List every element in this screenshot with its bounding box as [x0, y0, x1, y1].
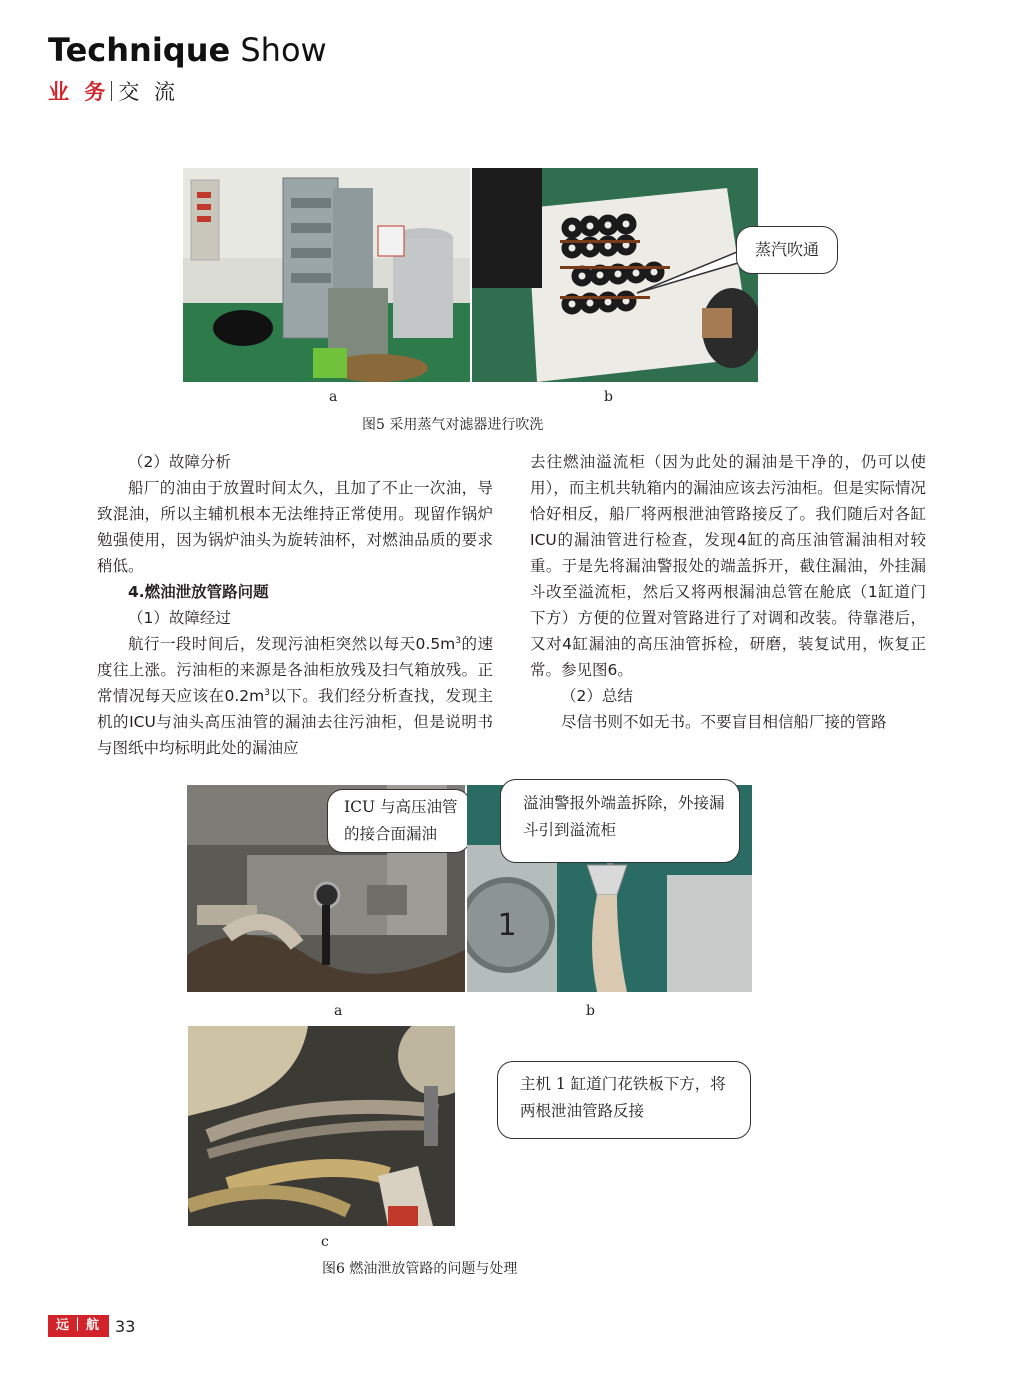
section-red: 业 务: [48, 80, 110, 104]
right-p2: （2）总结: [561, 687, 633, 705]
callout-steam-blow: 蒸汽吹通: [736, 226, 838, 274]
page-footer: [48, 1315, 135, 1337]
left-p2: 船厂的油由于放置时间太久，且加了不止一次油，导致混油，所以主辅机根本无法维持正常使用。现留作锅炉勉强使用，因为锅炉油头为旋转油杯，对燃油品质的要求稍低。: [97, 479, 493, 575]
callout-reverse-pipes: 主机 1 缸道门花铁板下方，将两根泄油管路反接: [497, 1061, 751, 1139]
figure6-caption: 图6 燃油泄放管路的问题与处理: [322, 1261, 518, 1277]
section-heading: [48, 78, 179, 106]
figure5-label-a: a: [329, 389, 338, 405]
callout-icu-leak: ICU 与高压油管的接合面漏油: [327, 789, 471, 853]
magazine-brand: [48, 30, 327, 70]
figure5-photo-b: [472, 168, 758, 382]
left-column: [97, 449, 493, 761]
right-column: [530, 449, 926, 735]
figure6-photo-c: [188, 1026, 455, 1226]
figure5-caption: 图5 采用蒸气对滤器进行吹洗: [362, 417, 544, 433]
page-number: 33: [115, 1316, 136, 1336]
figure5-label-b: b: [604, 389, 613, 405]
brand-bold: Technique: [48, 31, 231, 69]
figure6-label-a: a: [334, 1003, 343, 1019]
left-p1: （2）故障分析: [128, 453, 231, 471]
figure6-label-c: c: [321, 1234, 329, 1250]
left-p5: 航行一段时间后，发现污油柜突然以每天$0.5m^3$的速度往上涨。污油柜的来源是各油柜放残及扫气箱放残。正常情况每天应该在$0.2m^3$以下。我们经分析查找，发现主机的ICU与油头高压油管的漏油去往污油柜，但是说明书与图纸中均标明此处的漏油应: [97, 635, 493, 757]
figure5-photo-a: [183, 168, 470, 382]
journal-tag: 远｜航: [48, 1315, 109, 1337]
right-p1: 去往燃油溢流柜（因为此处的漏油是干净的，仍可以使用），而主机共轨箱内的漏油应该去污油柜。但是实际情况恰好相反，船厂将两根泄油管路接反了。我们随后对各缸ICU的漏油管进行检查，发现4缸的高压油管漏油相对较重。于是先将漏油警报处的端盖拆开，截住漏油，外挂漏斗改至溢流柜，然后又将两根漏油总管在舱底（1缸道门下方）方便的位置对管路进行了对调和改装。待靠港后，又对4缸漏油的高压油管拆检，研磨，装复试用，恢复正常。参见图6。: [530, 453, 926, 679]
right-p3: 尽信书则不如无书。不要盲目相信船厂接的管路: [561, 713, 887, 731]
svg-text:1: 1: [497, 908, 517, 943]
section-grey: 交 流: [118, 80, 179, 104]
left-p3-heading: 4.燃油泄放管路问题: [128, 583, 269, 601]
brand-light: Show: [240, 31, 327, 69]
section-divider: [111, 81, 112, 101]
callout-overflow-funnel: 溢油警报外端盖拆除，外接漏斗引到溢流柜: [500, 779, 740, 863]
figure6-label-b: b: [586, 1003, 595, 1019]
left-p4: （1）故障经过: [128, 609, 231, 627]
